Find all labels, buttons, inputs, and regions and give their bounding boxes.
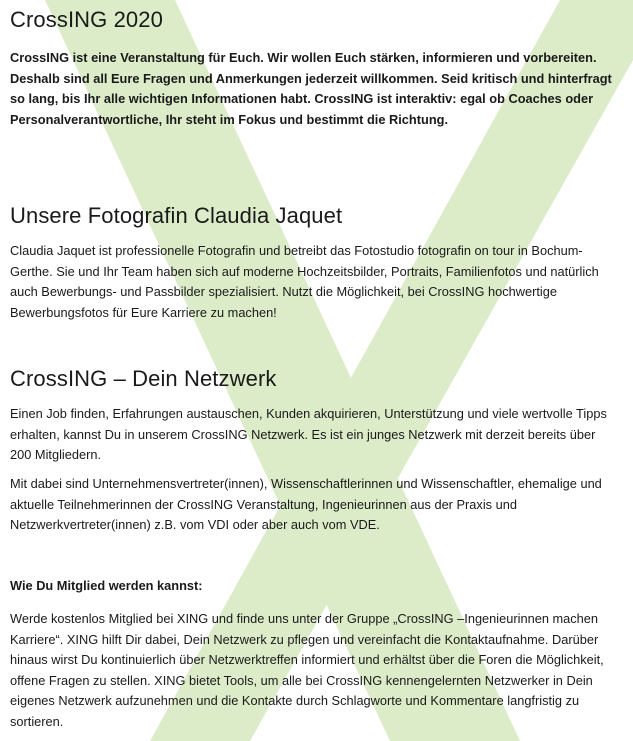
membership-heading: Wie Du Mitglied werden kannst:: [10, 578, 203, 593]
network-paragraph-2: Mit dabei sind Unternehmensvertreter(innen), Wissenschaftlerinnen und Wissenschaftler, ehemalige und aktuelle Teilnehmerinnen der CrossING Veranstaltung, Ingenieurinnen aus der Praxis und Netzwerkvertreter(innen) z.B. vom VDI oder aber auch vom VDE.: [10, 476, 602, 532]
heading-crossing-2020: CrossING 2020: [10, 7, 163, 32]
network-paragraph-1: Einen Job finden, Erfahrungen austauschen, Kunden akquirieren, Unterstützung und viele wertvolle Tipps erhalten, kannst Du in unserem CrossING Netzwerk. Es ist ein junges Netzwerk mit derzeit bereits über 200 Mitgliedern.: [10, 406, 607, 462]
heading-network: CrossING – Dein Netzwerk: [10, 366, 277, 391]
intro-paragraph: CrossING ist eine Veranstaltung für Euch. Wir wollen Euch stärken, informieren und vorbereiten. Deshalb sind all Eure Fragen und Anmerkungen jederzeit willkommen. Seid kritisch und hinterfragt so lang, bis Ihr alle wichtigen Informationen habt. CrossING ist interaktiv: egal ob Coaches oder Personalverantwortliche, Ihr steht im Fokus und bestimmt die Richtung.: [10, 50, 612, 127]
membership-paragraph: Werde kostenlos Mitglied bei XING und finde uns unter der Gruppe „CrossING –Ingenieurinnen machen Karriere“. XING hilft Dir dabei, Dein Netzwerk zu pflegen und vereinfacht die Kontaktaufnahme. Darüber hinaus wirst Du kontinuierlich über Netzwerktreffen informiert und erhältst über die Foren die Möglichkeit, offene Fragen zu stellen. XING bietet Tools, um alle bei CrossING kennengelernten Netzwerker in Dein eigenes Netzwerk aufzunehmen und die Kontakte durch Schlagworte und Kommentare langfristig zu sortieren.: [10, 611, 604, 729]
heading-photographer: Unsere Fotografin Claudia Jaquet: [10, 203, 343, 228]
photographer-paragraph: Claudia Jaquet ist professionelle Fotografin und betreibt das Fotostudio fotografin on tour in Bochum-Gerthe. Sie und Ihr Team haben sich auf moderne Hochzeitsbilder, Portraits, Familienfotos und natürlich auch Bewerbungs- und Passbilder spezialisiert. Nutzt die Möglichkeit, bei CrossING hochwertige Bewerbungsfotos für Eure Karriere zu machen!: [10, 243, 599, 320]
